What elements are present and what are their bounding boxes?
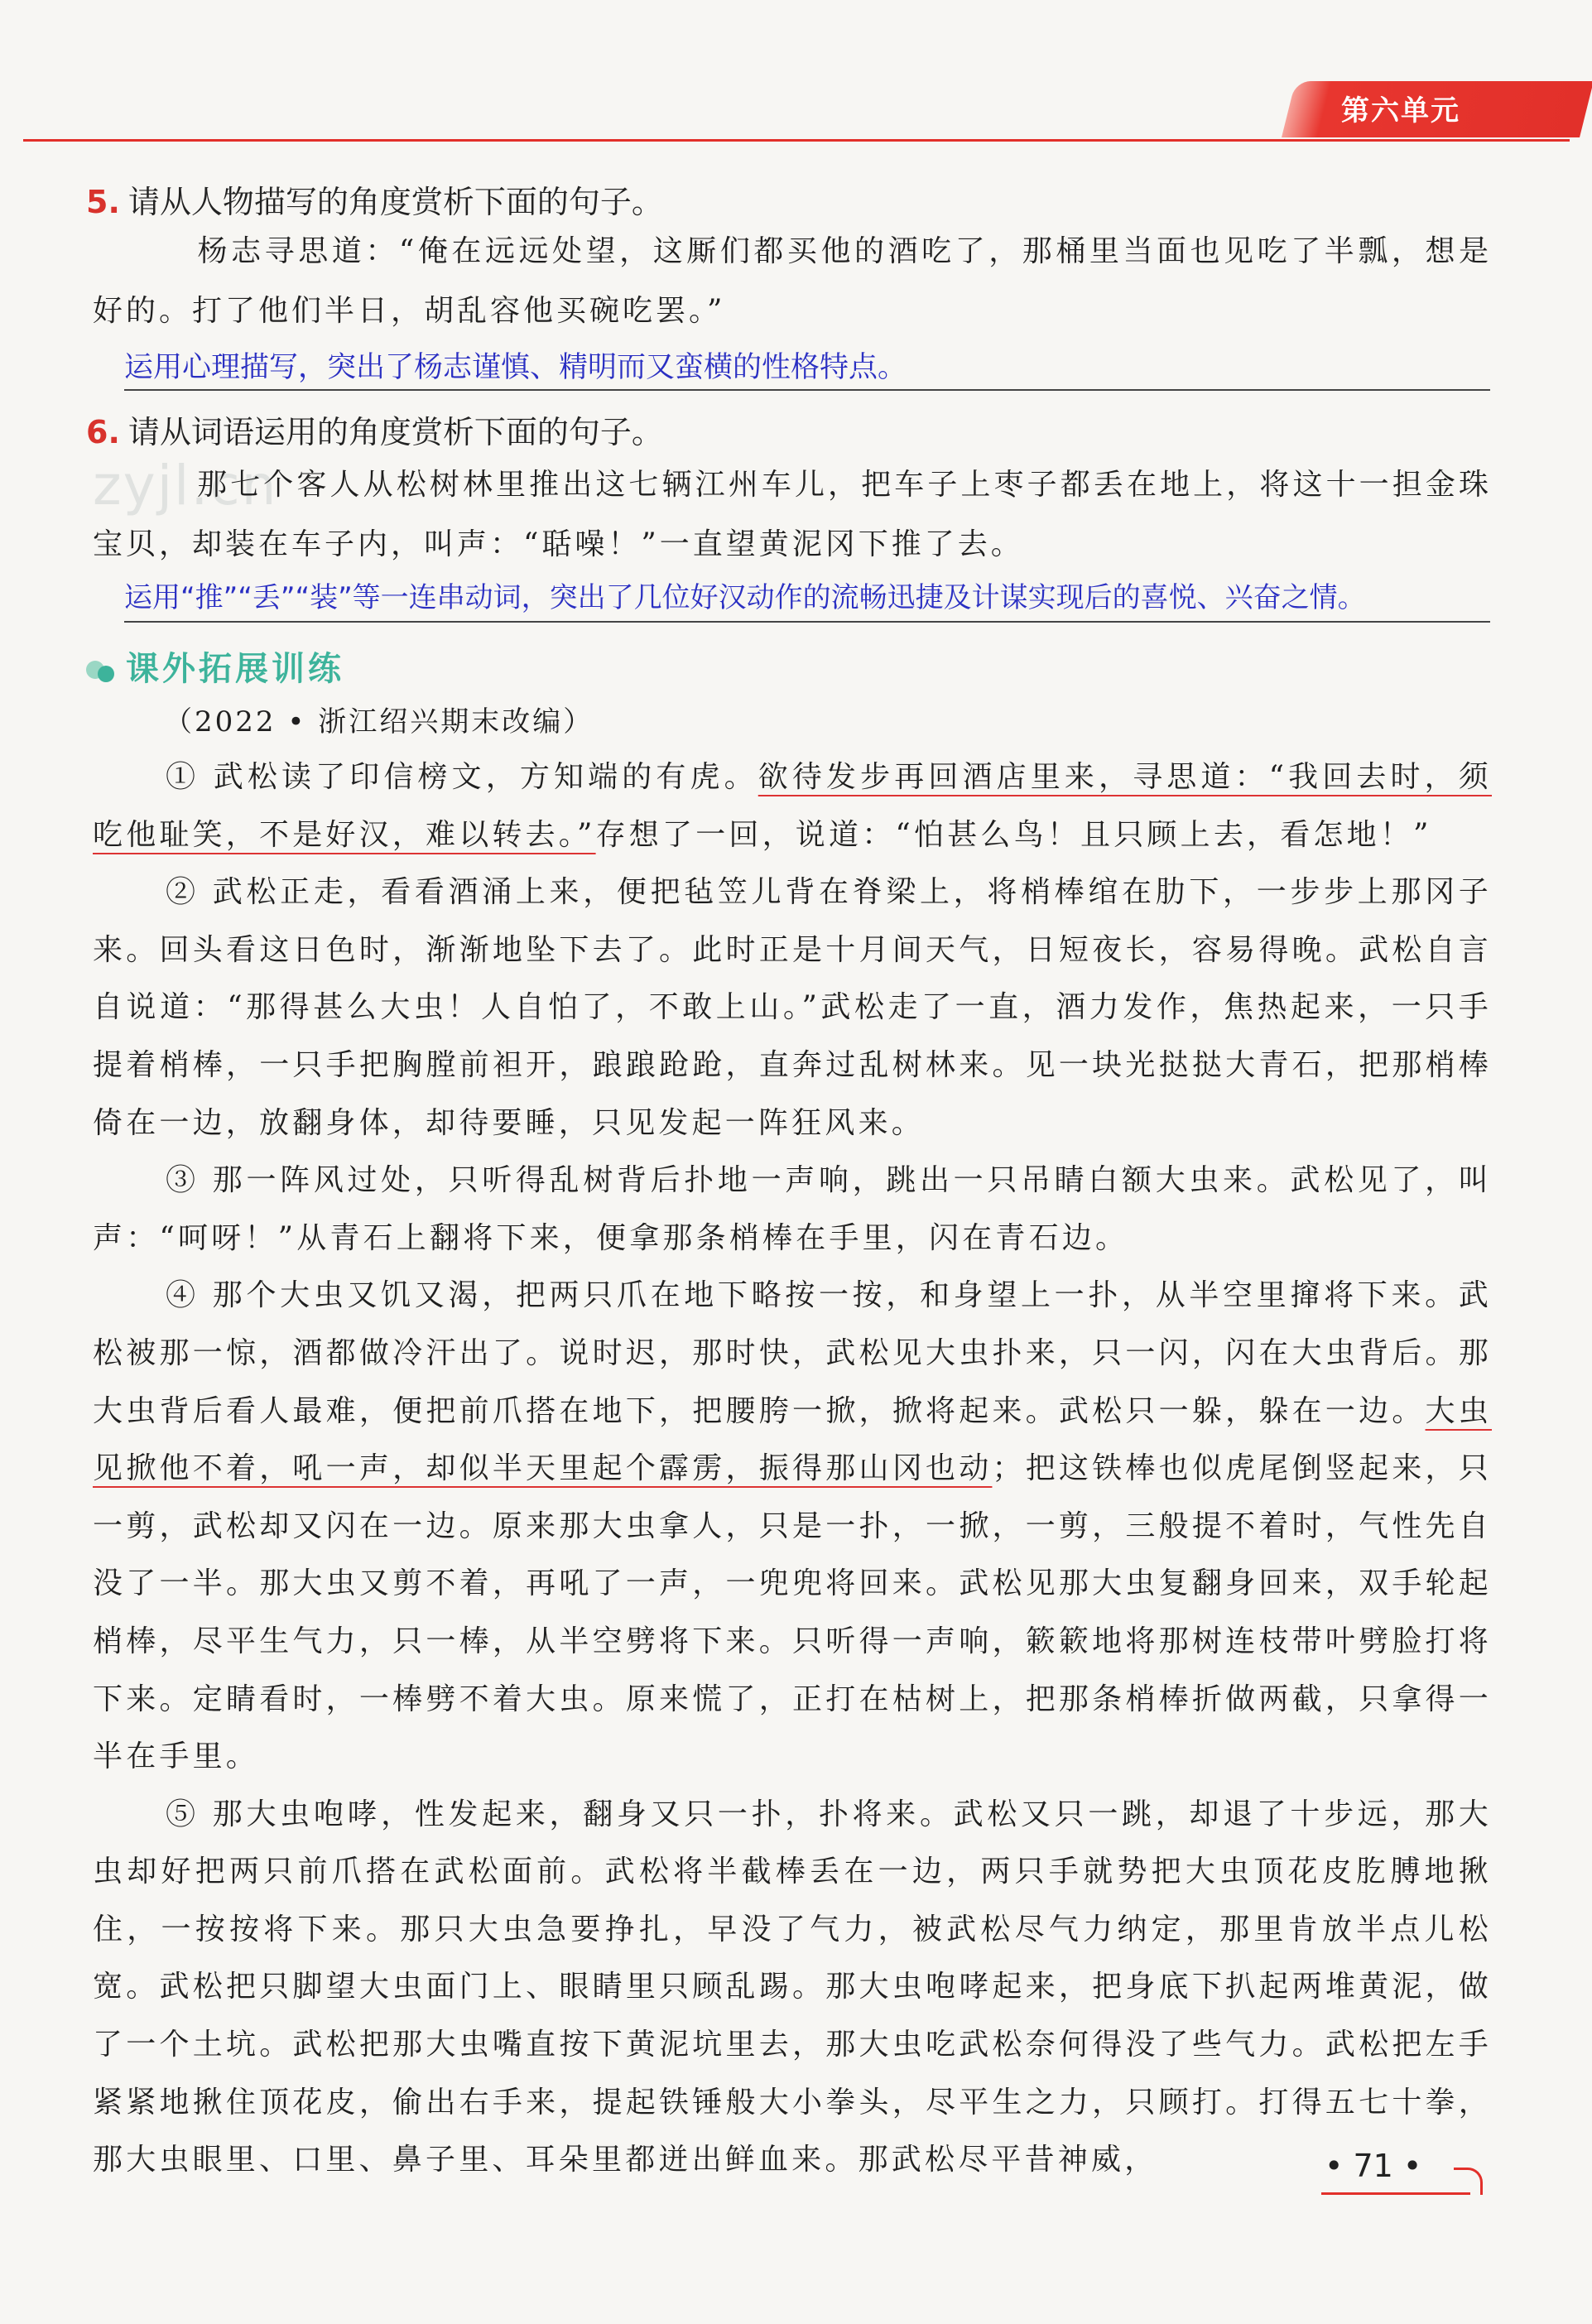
quote-text: 那七个客人从松树林里推出这七辆江州车儿，把车子上枣子都丢在地上，将这十一担金珠宝贝，却装在车子内，叫声：“聒噪！”一直望黄泥冈下推了去。	[93, 468, 1492, 561]
question-6-prompt	[86, 411, 663, 454]
watermark: zyjl.cn	[93, 454, 278, 517]
passage-source: （2022 • 浙江绍兴期末改编）	[164, 705, 594, 739]
page-number: • 71 •	[1325, 2148, 1422, 2184]
paragraph-2: ② 武松正走，看看酒涌上来，便把毡笠儿背在脊梁上，将梢棒绾在肋下，一步步上那冈子来。回头看这日色时，渐渐地坠下去了。此时正是十月间天气，日短夜长，容易得晚。武松自言自说道：“那得甚么大虫！人自怕了，不敢上山。”武松走了一直，酒力发作，焦热起来，一只手提着梢棒，一只手把胸膛前袒开，踉踉跄跄，直奔过乱树林来。见一块光挞挞大青石，把那梢棒倚在一边，放翻身体，却待要睡，只见发起一阵狂风来。	[93, 875, 1492, 1140]
question-5-quote	[93, 222, 1492, 341]
paragraph-1: ① 武松读了印信榜文，方知端的有虎。欲待发步再回酒店里来，寻思道：“我回去时，须吃他耻笑，不是好汉，难以转去。”存想了一回，说道：“怕甚么鸟！且只顾上去，看怎地！”	[93, 760, 1492, 852]
answer-rule	[124, 621, 1490, 623]
question-5-answer: 运用心理描写，突出了杨志谨慎、精明而又蛮横的性格特点。	[124, 351, 907, 384]
paragraph-3: ③ 那一阵风过处，只听得乱树背后扑地一声响，跳出一只吊睛白额大虫来。武松见了，叫声：“呵呀！”从青石上翻将下来，便拿那条梢棒在手里，闪在青石边。	[93, 1163, 1492, 1255]
leaf-icon-accent	[98, 666, 114, 682]
question-text: 请从词语运用的角度赏析下面的句子。	[127, 414, 663, 450]
answer-rule	[124, 389, 1490, 391]
unit-label: 第六单元	[1341, 94, 1460, 128]
question-number: 6.	[86, 414, 120, 450]
underlined-sentence: 大虫见掀他不着，吼一声，却似半天里起个霹雳，振得那山冈也动	[93, 1393, 1492, 1486]
question-6-quote	[93, 455, 1492, 575]
question-5-prompt	[86, 180, 663, 224]
header-rule	[23, 139, 1570, 142]
paragraph-4: ④ 那个大虫又饥又渴，把两只爪在地下略按一按，和身望上一扑，从半空里撺将下来。武松被那一惊，酒都做冷汗出了。说时迟，那时快，武松见大虫扑来，只一闪，闪在大虫背后。那大虫背后看人最难，便把前爪搭在地下，把腰胯一掀，掀将起来。武松只一躲，躲在一边。大虫见掀他不着，吼一声，却似半天里起个霹雳，振得那山冈也动；把这铁棒也似虎尾倒竖起来，只一剪，武松却又闪在一边。原来那大虫拿人，只是一扑，一掀，一剪，三般提不着时，气性先自没了一半。那大虫又剪不着，再吼了一声，一兜兜将回来。武松见那大虫复翻身回来，双手轮起梢棒，尽平生气力，只一棒，从半空劈将下来。只听得一声响，簌簌地将那树连枝带叶劈脸打将下来。定睛看时，一棒劈不着大虫。原来慌了，正打在枯树上，把那条梢棒折做两截，只拿得一半在手里。	[93, 1278, 1492, 1774]
passage	[93, 748, 1492, 2189]
page-corner-hook	[1454, 2168, 1483, 2195]
underlined-sentence: 欲待发步再回酒店里来，寻思道：“我回去时，须吃他耻笑，不是好汉，难以转去。”	[93, 760, 1492, 852]
question-number: 5.	[86, 184, 120, 220]
quote-text: 杨志寻思道：“俺在远远处望，这厮们都买他的酒吃了，那桶里当面也见吃了半瓢，想是好的。打了他们半日，胡乱容他买碗吃罢。”	[93, 234, 1492, 328]
page-number-rule	[1321, 2192, 1470, 2195]
question-text: 请从人物描写的角度赏析下面的句子。	[127, 184, 663, 220]
paragraph-5: ⑤ 那大虫咆哮，性发起来，翻身又只一扑，扑将来。武松又只一跳，却退了十步远，那大虫却好把两只前爪搭在武松面前。武松将半截棒丢在一边，两只手就势把大虫顶花皮肐膊地揪住，一按按将下来。那只大虫急要挣扎，早没了气力，被武松尽气力纳定，那里肯放半点儿松宽。武松把只脚望大虫面门上、眼睛里只顾乱踢。那大虫咆哮起来，把身底下扒起两堆黄泥，做了一个土坑。武松把那大虫嘴直按下黄泥坑里去，那大虫吃武松奈何得没了些气力。武松把左手紧紧地揪住顶花皮，偷出右手来，提起铁锤般大小拳头，尽平生之力，只顾打。打得五七十拳，那大虫眼里、口里、鼻子里、耳朵里都迸出鲜血来。那武松尽平昔神威，	[93, 1797, 1492, 2177]
section-title: 课外拓展训练	[126, 650, 344, 688]
question-6-answer: 运用“推”“丢”“装”等一连串动词，突出了几位好汉动作的流畅迅捷及计谋实现后的喜悦、兴奋之情。	[124, 581, 1366, 614]
